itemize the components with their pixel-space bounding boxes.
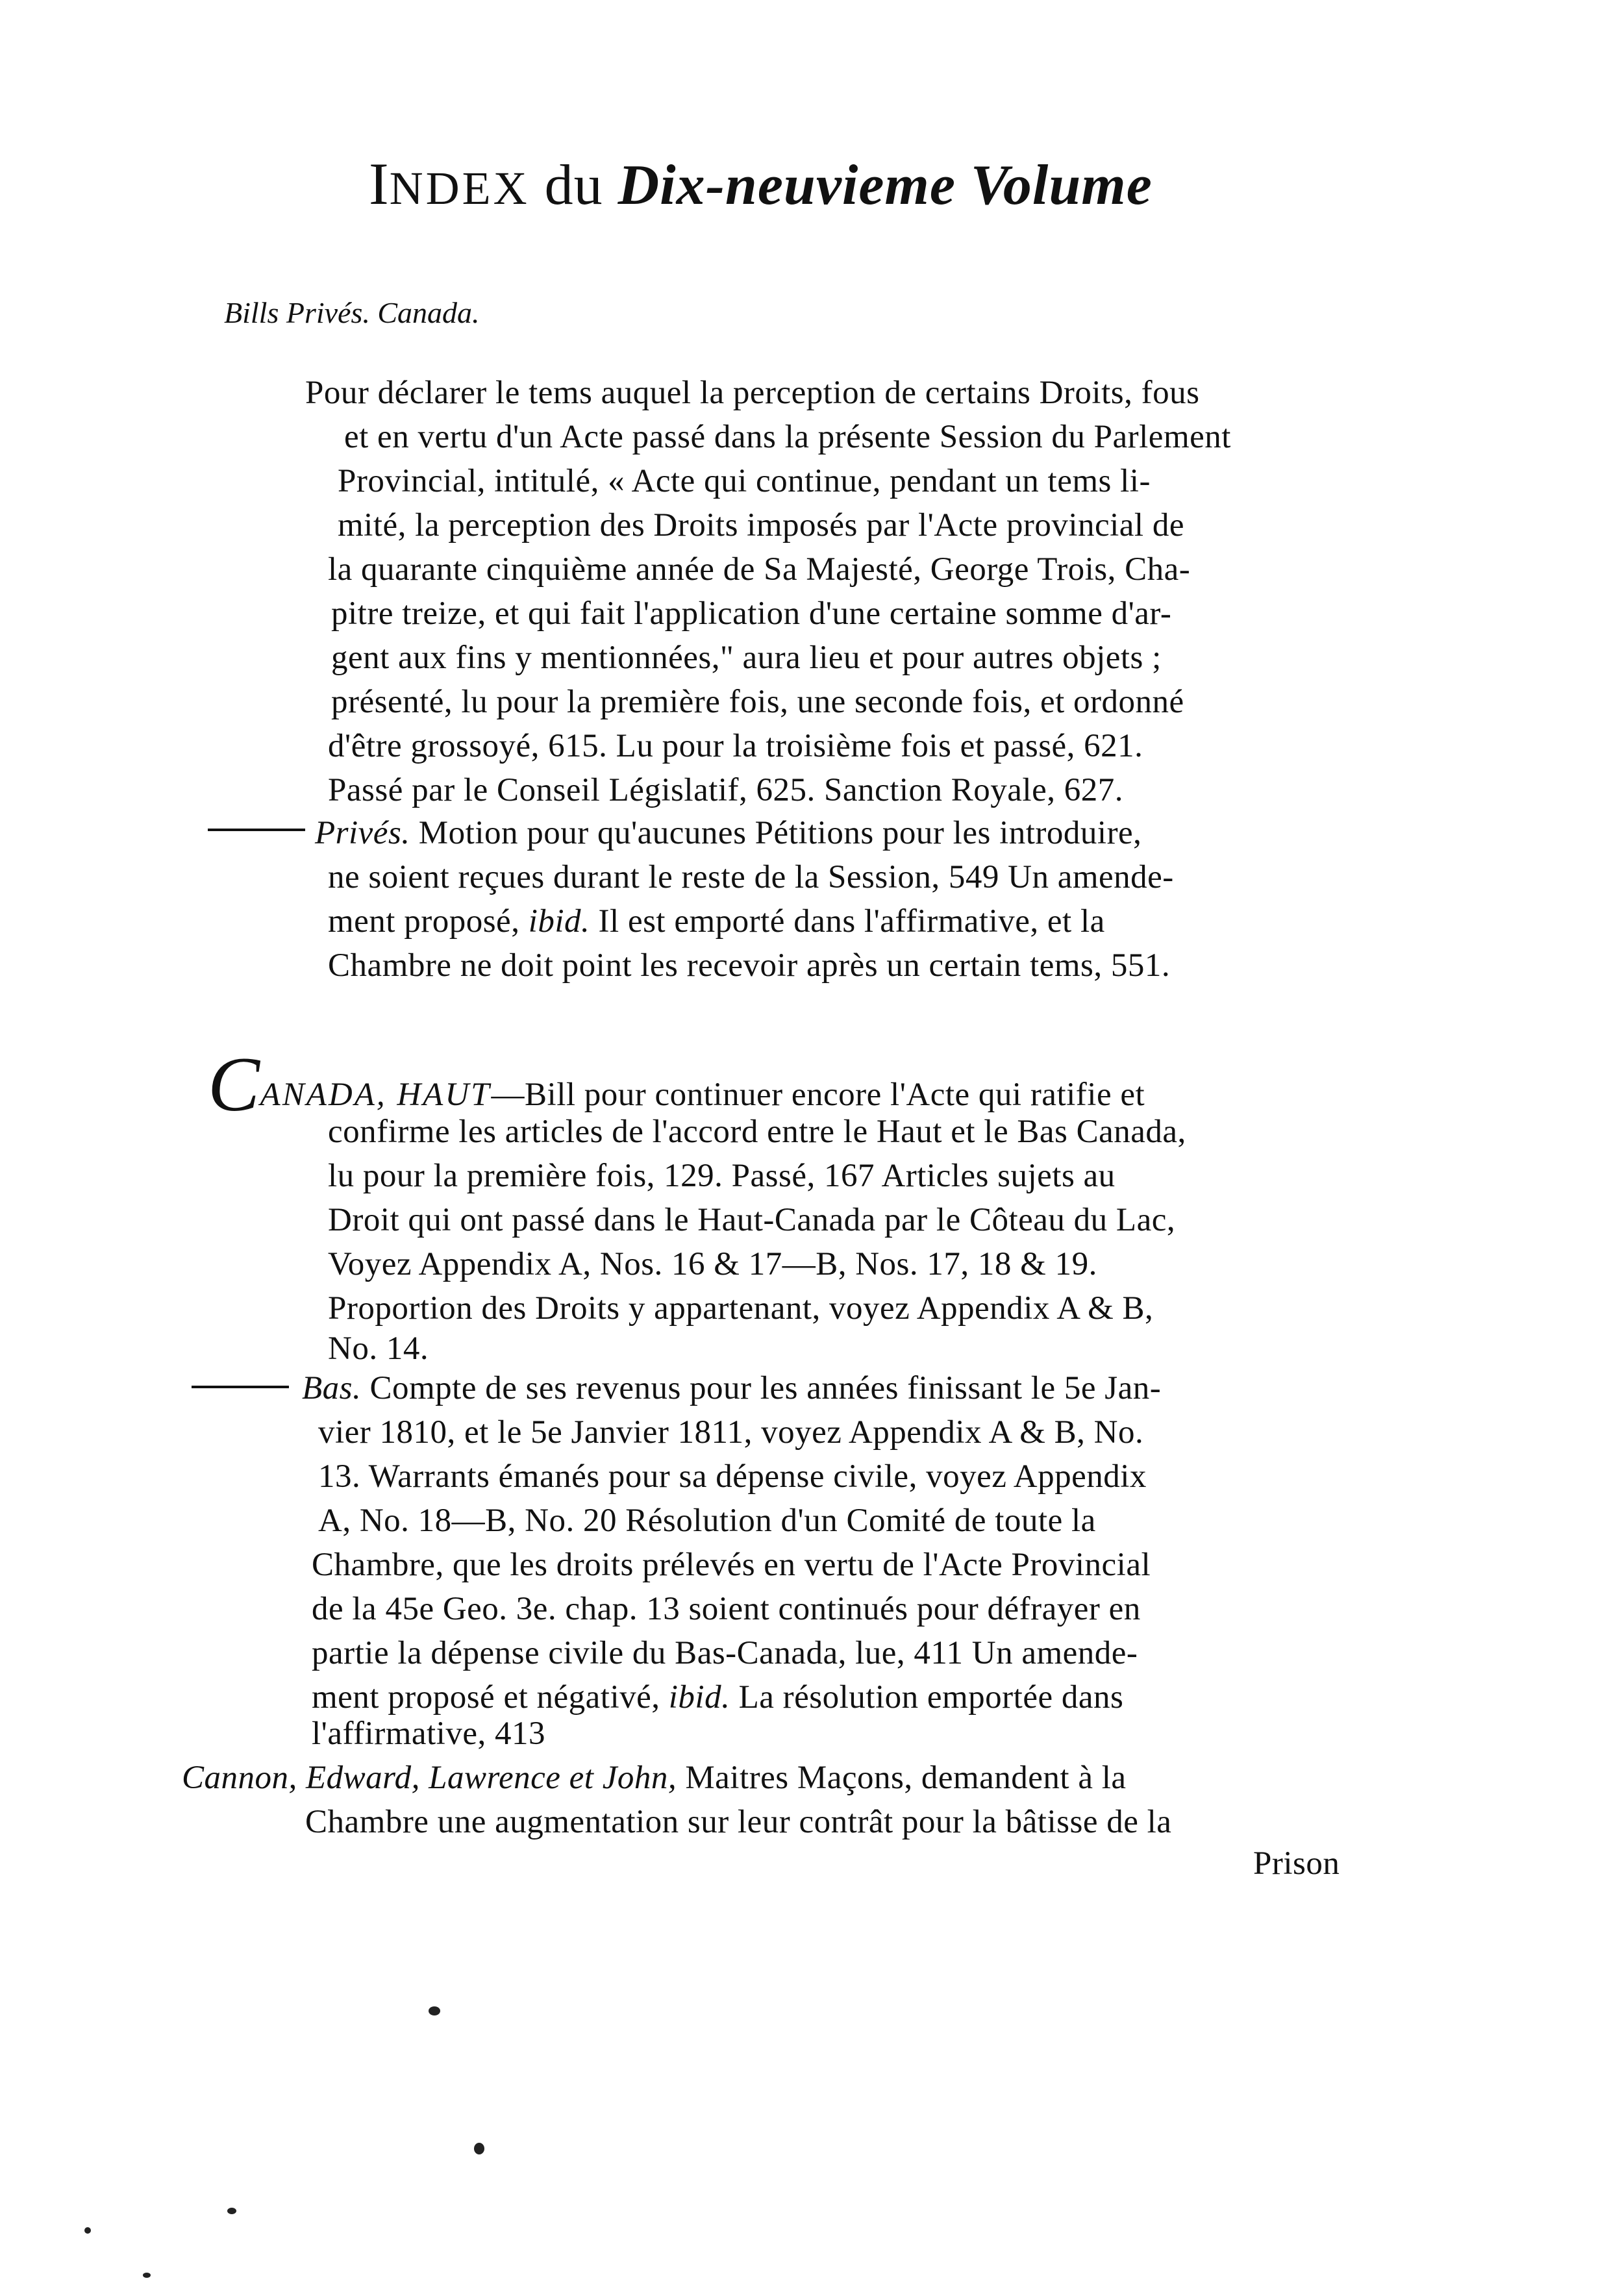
drop-capital: C (208, 1041, 260, 1127)
text-line: de la 45e Geo. 3e. chap. 13 soient continués pour défrayer en (312, 1591, 1141, 1627)
text-line: mité, la perception des Droits imposés par l'Acte provincial de (338, 507, 1184, 543)
scan-speck (227, 2208, 236, 2214)
text-line: l'affirmative, 413 (312, 1716, 545, 1752)
text-line: ment proposé et négativé, ibid. La résolution emportée dans (312, 1679, 1124, 1716)
text-line: présenté, lu pour la première fois, une seconde fois, et ordonné (331, 684, 1184, 720)
text-line: et en vertu d'un Acte passé dans la présente Session du Parlement (344, 419, 1231, 455)
title-du: du (529, 154, 618, 217)
text-line: vier 1810, et le 5e Janvier 1811, voyez Appendix A & B, No. (318, 1414, 1144, 1451)
scan-speck (143, 2273, 151, 2278)
text-line: gent aux fins y mentionnées," aura lieu et pour autres objets ; (331, 640, 1162, 676)
text-line: Voyez Appendix A, Nos. 16 & 17—B, Nos. 17, 18 & 19. (328, 1246, 1097, 1282)
text-line: ment proposé, ibid. Il est emporté dans l'affirmative, et la (328, 903, 1105, 940)
scan-speck (429, 2006, 440, 2015)
text-line: Pour déclarer le tems auquel la perception de certains Droits, fous (305, 375, 1200, 411)
text-line: Chambre une augmentation sur leur contrât pour la bâtisse de la (305, 1804, 1172, 1840)
text-line: pitre treize, et qui fait l'application d'une certaine somme d'ar- (331, 595, 1172, 632)
text-line: d'être grossoyé, 615. Lu pour la troisième fois et passé, 621. (328, 728, 1143, 764)
text-line: Droit qui ont passé dans le Haut-Canada par le Côteau du Lac, (328, 1202, 1176, 1238)
text-line: Cannon, Edward, Lawrence et John, Maitres Maçons, demandent à la (182, 1760, 1127, 1796)
scan-speck (84, 2227, 91, 2234)
text-line: la quarante cinquième année de Sa Majesté, George Trois, Cha- (328, 551, 1191, 588)
text-line: CANADA, HAUT—Bill pour continuer encore l'Acte qui ratifie et (208, 1041, 1145, 1127)
text-line: A, No. 18—B, No. 20 Résolution d'un Comité de toute la (318, 1503, 1096, 1539)
subhead-bas: Bas. (302, 1370, 362, 1406)
entry-head-canada-haut: ANADA, HAUT (260, 1077, 492, 1113)
section-heading: Bills Privés. Canada. (224, 296, 480, 329)
text-line: partie la dépense civile du Bas-Canada, lue, 411 Un amende- (312, 1635, 1138, 1671)
text-line: lu pour la première fois, 129. Passé, 167 Articles sujets au (328, 1158, 1116, 1194)
em-dash-rule (208, 829, 305, 831)
em-dash-rule (192, 1386, 289, 1388)
text-line: Bas. Compte de ses revenus pour les années finissant le 5e Jan- (302, 1370, 1162, 1406)
text-line: Provincial, intitulé, « Acte qui continue, pendant un tems li- (338, 463, 1151, 499)
scan-speck (474, 2143, 484, 2154)
text-line: 13. Warrants émanés pour sa dépense civile, voyez Appendix (318, 1458, 1147, 1495)
text-line: No. 14. (328, 1330, 429, 1367)
entry-head-cannon: Cannon, Edward, Lawrence et John, (182, 1760, 677, 1796)
page-title (369, 148, 1153, 224)
title-italic: Dix-neuvieme Volume (617, 154, 1153, 217)
title-first-letter: I (369, 151, 390, 217)
text-line: Privés. Motion pour qu'aucunes Pétitions pour les introduire, (315, 815, 1142, 851)
text-line: Passé par le Conseil Législatif, 625. Sanction Royale, 627. (328, 772, 1123, 808)
text-line: Proportion des Droits y appartenant, voyez Appendix A & B, (328, 1290, 1154, 1327)
subhead-prives: Privés. (315, 815, 410, 851)
title-caps: NDEX (389, 162, 530, 214)
text-line: ne soient reçues durant le reste de la Session, 549 Un amende- (328, 859, 1174, 895)
text-line: Chambre, que les droits prélevés en vertu de l'Acte Provincial (312, 1547, 1151, 1583)
catchword: Prison (1253, 1845, 1340, 1882)
text-line: Chambre ne doit point les recevoir après un certain tems, 551. (328, 947, 1171, 984)
text-line: confirme les articles de l'accord entre le Haut et le Bas Canada, (328, 1114, 1186, 1150)
